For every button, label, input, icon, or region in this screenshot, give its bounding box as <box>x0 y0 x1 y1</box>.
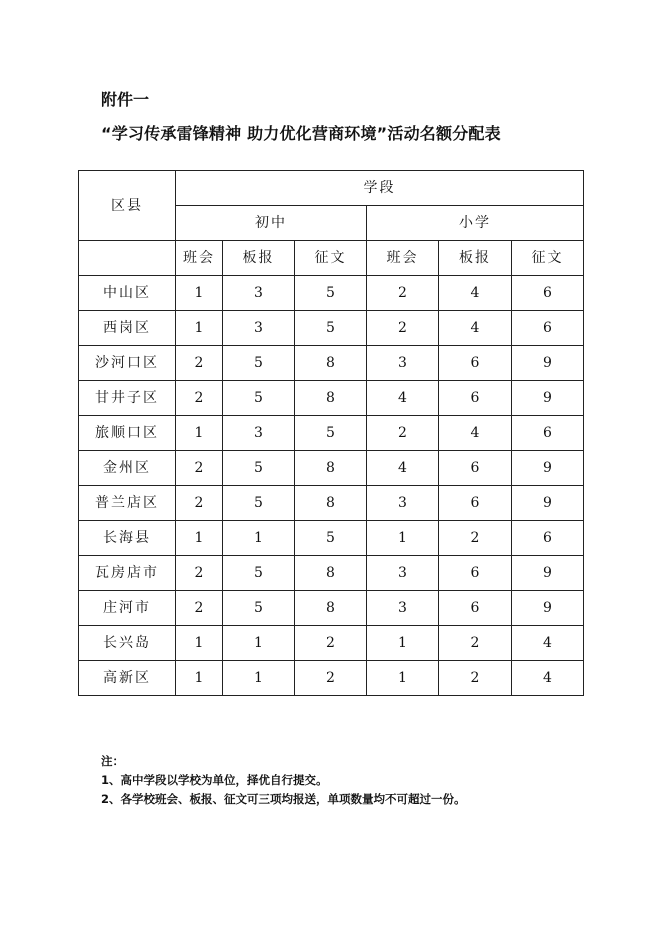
category-header: 板报 <box>223 241 295 276</box>
district-name-cell: 甘井子区 <box>79 381 176 416</box>
quota-cell: 2 <box>176 486 223 521</box>
district-header: 区县 <box>79 171 176 241</box>
quota-cell: 1 <box>367 661 439 696</box>
stage-header: 学段 <box>176 171 584 206</box>
quota-cell: 5 <box>223 591 295 626</box>
table-row <box>79 556 584 591</box>
quota-cell: 1 <box>176 521 223 556</box>
quota-cell: 2 <box>367 416 439 451</box>
quota-cell: 6 <box>439 346 512 381</box>
quota-cell: 9 <box>512 346 584 381</box>
group-header-primary: 小学 <box>367 206 584 241</box>
quota-cell: 8 <box>295 346 367 381</box>
quota-cell: 5 <box>223 556 295 591</box>
district-name-cell: 中山区 <box>79 276 176 311</box>
quota-cell: 2 <box>439 661 512 696</box>
category-header: 征文 <box>512 241 584 276</box>
district-name-cell: 西岗区 <box>79 311 176 346</box>
quota-cell: 5 <box>295 276 367 311</box>
table-row <box>79 521 584 556</box>
quota-cell: 6 <box>439 591 512 626</box>
district-name-cell: 普兰店区 <box>79 486 176 521</box>
quota-cell: 4 <box>512 626 584 661</box>
district-name-cell: 瓦房店市 <box>79 556 176 591</box>
quota-cell: 6 <box>512 416 584 451</box>
table-row <box>79 346 584 381</box>
attachment-label: 附件一 <box>101 90 150 109</box>
quota-cell: 3 <box>367 486 439 521</box>
quota-cell: 5 <box>295 416 367 451</box>
quota-cell: 5 <box>223 451 295 486</box>
quota-cell: 1 <box>176 416 223 451</box>
quota-cell: 9 <box>512 556 584 591</box>
quota-cell: 5 <box>223 346 295 381</box>
quota-cell: 1 <box>176 311 223 346</box>
quota-cell: 1 <box>367 521 439 556</box>
quota-cell: 4 <box>512 661 584 696</box>
district-name-cell: 长海县 <box>79 521 176 556</box>
quota-cell: 2 <box>439 626 512 661</box>
quota-cell: 1 <box>367 626 439 661</box>
quota-cell: 1 <box>176 626 223 661</box>
quota-cell: 5 <box>295 311 367 346</box>
quota-cell: 6 <box>439 486 512 521</box>
district-name-cell: 庄河市 <box>79 591 176 626</box>
note-item: 2、各学校班会、板报、征文可三项均报送，单项数量均不可超过一份。 <box>101 792 466 806</box>
quota-cell: 1 <box>176 276 223 311</box>
quota-cell: 9 <box>512 591 584 626</box>
quota-cell: 4 <box>439 416 512 451</box>
quota-cell: 3 <box>223 276 295 311</box>
quota-cell: 3 <box>367 346 439 381</box>
district-name-cell: 金州区 <box>79 451 176 486</box>
quota-cell: 1 <box>223 626 295 661</box>
header-row-stage <box>79 171 584 206</box>
category-header: 班会 <box>367 241 439 276</box>
quota-cell: 2 <box>439 521 512 556</box>
table-row <box>79 591 584 626</box>
quota-cell: 9 <box>512 451 584 486</box>
quota-cell: 8 <box>295 486 367 521</box>
quota-cell: 6 <box>439 556 512 591</box>
category-header: 班会 <box>176 241 223 276</box>
quota-cell: 2 <box>176 346 223 381</box>
quota-cell: 1 <box>176 661 223 696</box>
district-name-cell: 沙河口区 <box>79 346 176 381</box>
quota-cell: 8 <box>295 556 367 591</box>
quota-cell: 2 <box>295 661 367 696</box>
quota-cell: 8 <box>295 451 367 486</box>
notes-section <box>101 752 466 809</box>
quota-cell: 5 <box>223 381 295 416</box>
quota-cell: 6 <box>439 381 512 416</box>
quota-cell: 9 <box>512 381 584 416</box>
table-row <box>79 416 584 451</box>
quota-cell: 5 <box>295 521 367 556</box>
table-row <box>79 626 584 661</box>
quota-cell: 2 <box>367 311 439 346</box>
empty-cell <box>79 241 176 276</box>
quota-cell: 4 <box>367 451 439 486</box>
table-row <box>79 451 584 486</box>
quota-cell: 6 <box>512 521 584 556</box>
quota-cell: 4 <box>439 276 512 311</box>
quota-cell: 1 <box>223 521 295 556</box>
district-name-cell: 高新区 <box>79 661 176 696</box>
quota-cell: 4 <box>439 311 512 346</box>
table-row <box>79 486 584 521</box>
quota-cell: 6 <box>512 276 584 311</box>
category-header: 征文 <box>295 241 367 276</box>
quota-cell: 3 <box>223 416 295 451</box>
quota-cell: 5 <box>223 486 295 521</box>
table-row <box>79 381 584 416</box>
quota-cell: 2 <box>367 276 439 311</box>
group-header-junior: 初中 <box>176 206 367 241</box>
note-item: 1、高中学段以学校为单位，择优自行提交。 <box>101 773 328 787</box>
quota-cell: 2 <box>176 451 223 486</box>
header-row-categories <box>79 241 584 276</box>
table-row <box>79 661 584 696</box>
notes-label: 注： <box>101 754 124 768</box>
quota-cell: 8 <box>295 381 367 416</box>
quota-cell: 3 <box>367 556 439 591</box>
category-header: 板报 <box>439 241 512 276</box>
table-row <box>79 311 584 346</box>
quota-cell: 2 <box>176 381 223 416</box>
quota-cell: 3 <box>223 311 295 346</box>
table-row <box>79 276 584 311</box>
quota-cell: 2 <box>176 591 223 626</box>
quota-cell: 4 <box>367 381 439 416</box>
quota-cell: 2 <box>176 556 223 591</box>
quota-cell: 3 <box>367 591 439 626</box>
district-name-cell: 旅顺口区 <box>79 416 176 451</box>
quota-cell: 6 <box>439 451 512 486</box>
quota-cell: 9 <box>512 486 584 521</box>
quota-cell: 8 <box>295 591 367 626</box>
quota-cell: 6 <box>512 311 584 346</box>
quota-cell: 1 <box>223 661 295 696</box>
allocation-table <box>78 170 584 696</box>
quota-cell: 2 <box>295 626 367 661</box>
document-title: “学习传承雷锋精神 助力优化营商环境”活动名额分配表 <box>101 124 501 143</box>
district-name-cell: 长兴岛 <box>79 626 176 661</box>
